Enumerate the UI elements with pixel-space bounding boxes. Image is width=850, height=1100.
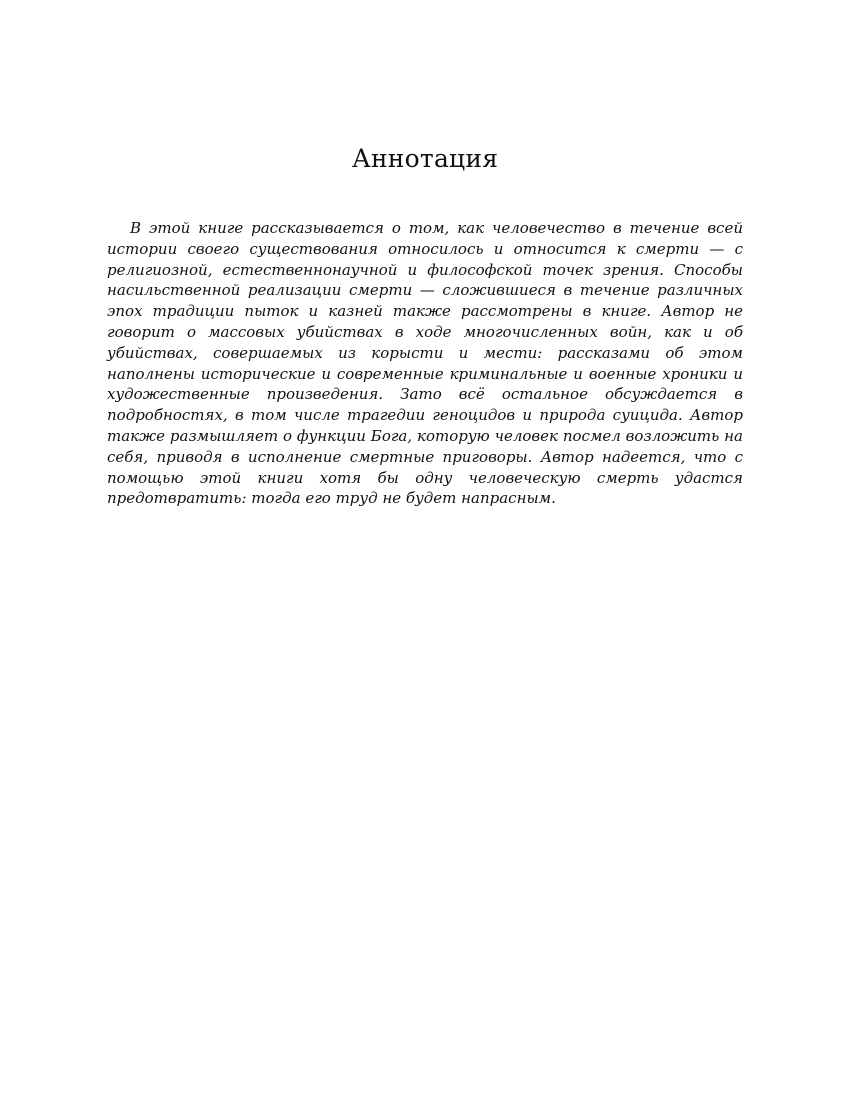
- page-title: Аннотация: [351, 144, 499, 173]
- annotation-paragraph: В этой книге рассказывается о том, как человечество в течение всей истории своего существования относилось и относится к смерти — с религиозной, естественнонаучной и философской точек зрения. Способы насильственной реализации смерти — сложившиеся в течение различных эпох традиции пыток и казней также рассмотрены в книге. Автор не говорит о массовых убийствах в ходе многочисленных войн, как и об убийствах, совершаемых из корысти и мести: рассказами об этом наполнены исторические и современные криминальные и военные хроники и художественные произведения. Зато всё остальное обсуждается в подробностях, в том числе трагедии геноцидов и природа суицида. Автор также размышляет о функции Бога, которую человек посмел возложить на себя, приводя в исполнение смертные приговоры. Автор надеется, что с помощью этой книги хотя бы одну человеческую смерть удастся предотвратить: тогда его труд не будет напрасным.: [107, 219, 743, 508]
